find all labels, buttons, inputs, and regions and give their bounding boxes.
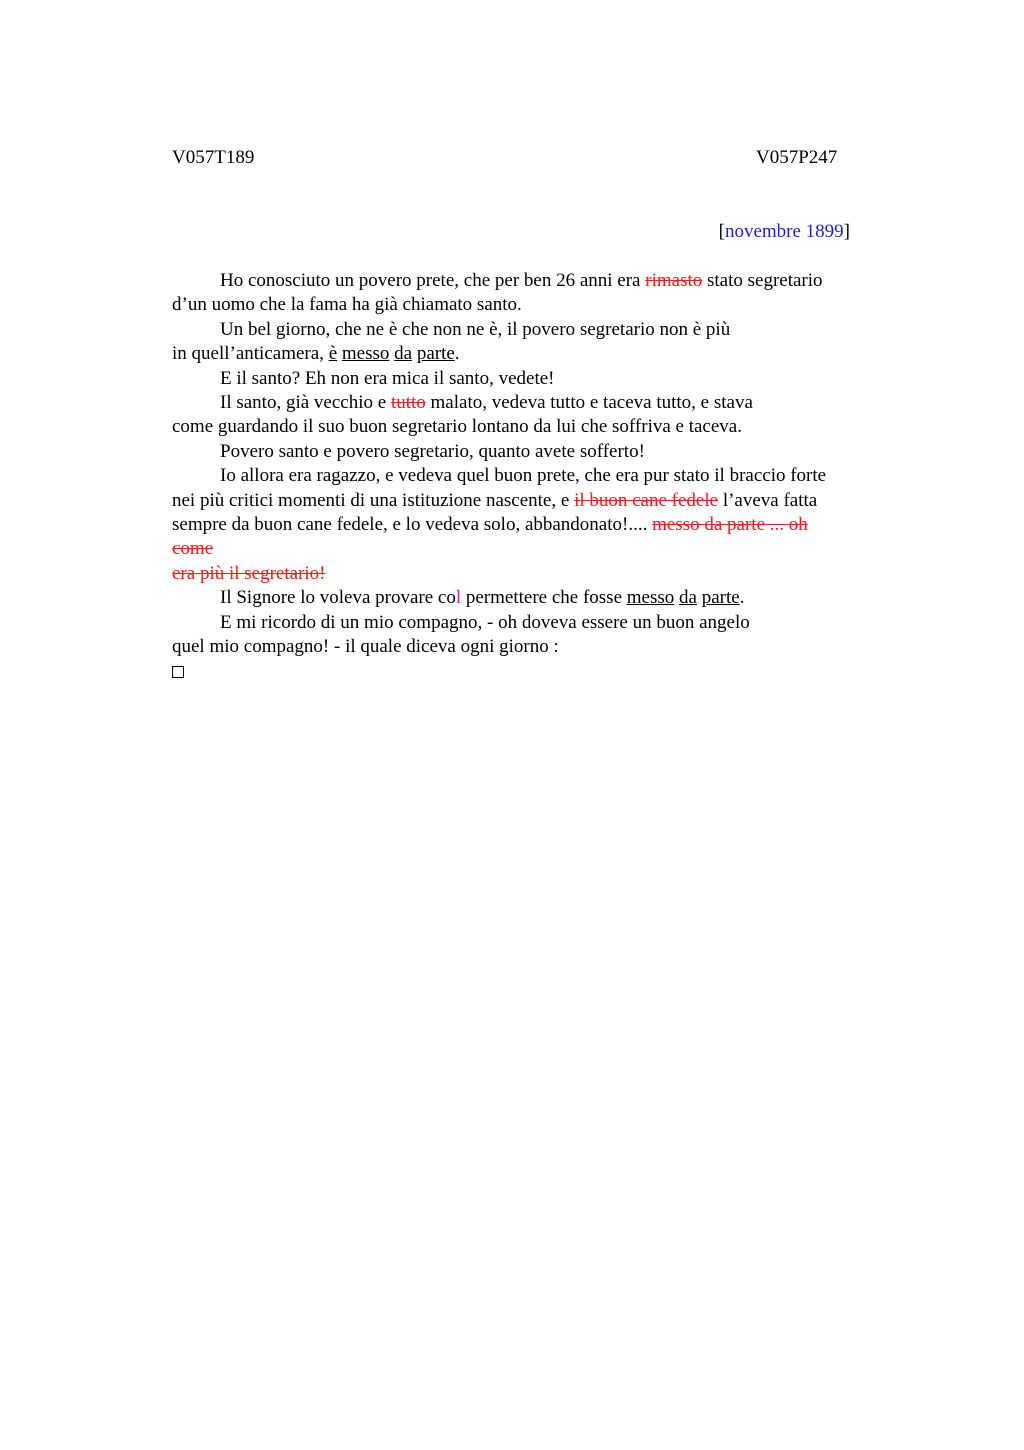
text-segment: sempre da buon cane fedele, e lo vedeva solo, abbandonato!.... — [172, 514, 653, 536]
deleted-text: messo da parte ... oh — [652, 514, 808, 536]
text-line-10 — [172, 489, 892, 513]
text-line-2 — [172, 293, 892, 317]
underlined-text: parte — [416, 343, 455, 365]
text-line-9 — [172, 464, 892, 488]
deleted-text: il buon cane fedele — [574, 489, 719, 511]
empty-box-icon — [172, 666, 184, 678]
text-line-14 — [172, 586, 892, 610]
deleted-text: tutto — [390, 392, 426, 414]
text-segment: Ho conosciuto un povero prete, che per ben 26 anni era — [220, 270, 646, 291]
deleted-text: come — [172, 538, 214, 560]
text-line-16 — [172, 635, 892, 659]
text-segment: malato, vedeva tutto e taceva tutto, e stava — [425, 392, 753, 414]
text-line-11 — [172, 513, 892, 537]
text-line-13 — [172, 562, 892, 586]
deleted-text: rimasto — [645, 270, 703, 291]
text-segment: permettere che fosse — [461, 587, 627, 609]
text-segment: E mi ricordo di un mio compagno, - oh doveva essere un buon angelo — [220, 611, 750, 633]
text-segment: quel mio compagno! - il quale diceva ogni giorno : — [172, 636, 559, 658]
deleted-text: era più il segretario! — [172, 562, 326, 584]
text-segment: Povero santo e povero segretario, quanto avete sofferto! — [220, 440, 645, 462]
text-line-15 — [172, 611, 892, 635]
text-line-3 — [172, 318, 892, 342]
text-segment: in quell’anticamera, — [172, 343, 329, 365]
underlined-text: da — [394, 343, 413, 365]
underlined-text: parte — [701, 587, 740, 609]
text-line-8 — [172, 440, 892, 464]
text-segment: Il santo, già vecchio e — [220, 392, 391, 414]
document-code-right: V057P247 — [756, 147, 838, 168]
underlined-text: messo — [626, 587, 675, 609]
text-line-17 — [172, 660, 892, 685]
text-segment: E il santo? Eh non era mica il santo, vedete! — [220, 367, 555, 389]
text-line-6 — [172, 391, 892, 415]
text-segment: Io allora era ragazzo, e vedeva quel buon prete, che era pur stato il braccio forte — [220, 465, 827, 487]
date-text: novembre 1899 — [724, 221, 844, 242]
text-line-4 — [172, 342, 892, 366]
text-segment: . — [454, 343, 460, 365]
text-segment: nei più critici momenti di una istituzione nascente, e — [172, 489, 575, 511]
text-segment: d’un uomo che la fama ha già chiamato santo. — [172, 294, 522, 316]
text-segment: . — [739, 587, 745, 609]
date-bracket-open: [ — [718, 221, 725, 242]
text-segment: come guardando il suo buon segretario lontano da lui che soffriva e taceva. — [172, 416, 742, 438]
text-line-5 — [172, 367, 892, 391]
text-line-7 — [172, 415, 892, 439]
underlined-text: da — [679, 587, 697, 609]
text-segment: stato segretario — [702, 270, 823, 291]
text-segment: l’aveva fatta — [718, 489, 818, 511]
date-line — [719, 221, 850, 243]
text-segment: Il Signore lo voleva provare co — [220, 587, 456, 609]
underlined-text: messo — [341, 343, 390, 365]
text-segment: Un bel giorno, che ne è che non ne è, il povero segretario non è più — [220, 318, 731, 340]
document-code-left: V057T189 — [172, 147, 255, 168]
date-bracket-close: ] — [843, 221, 850, 242]
text-line-1 — [172, 269, 892, 293]
text-line-12 — [172, 537, 892, 561]
underlined-text: è — [328, 343, 338, 365]
inserted-text: l — [455, 587, 462, 609]
letter-body — [172, 269, 892, 685]
